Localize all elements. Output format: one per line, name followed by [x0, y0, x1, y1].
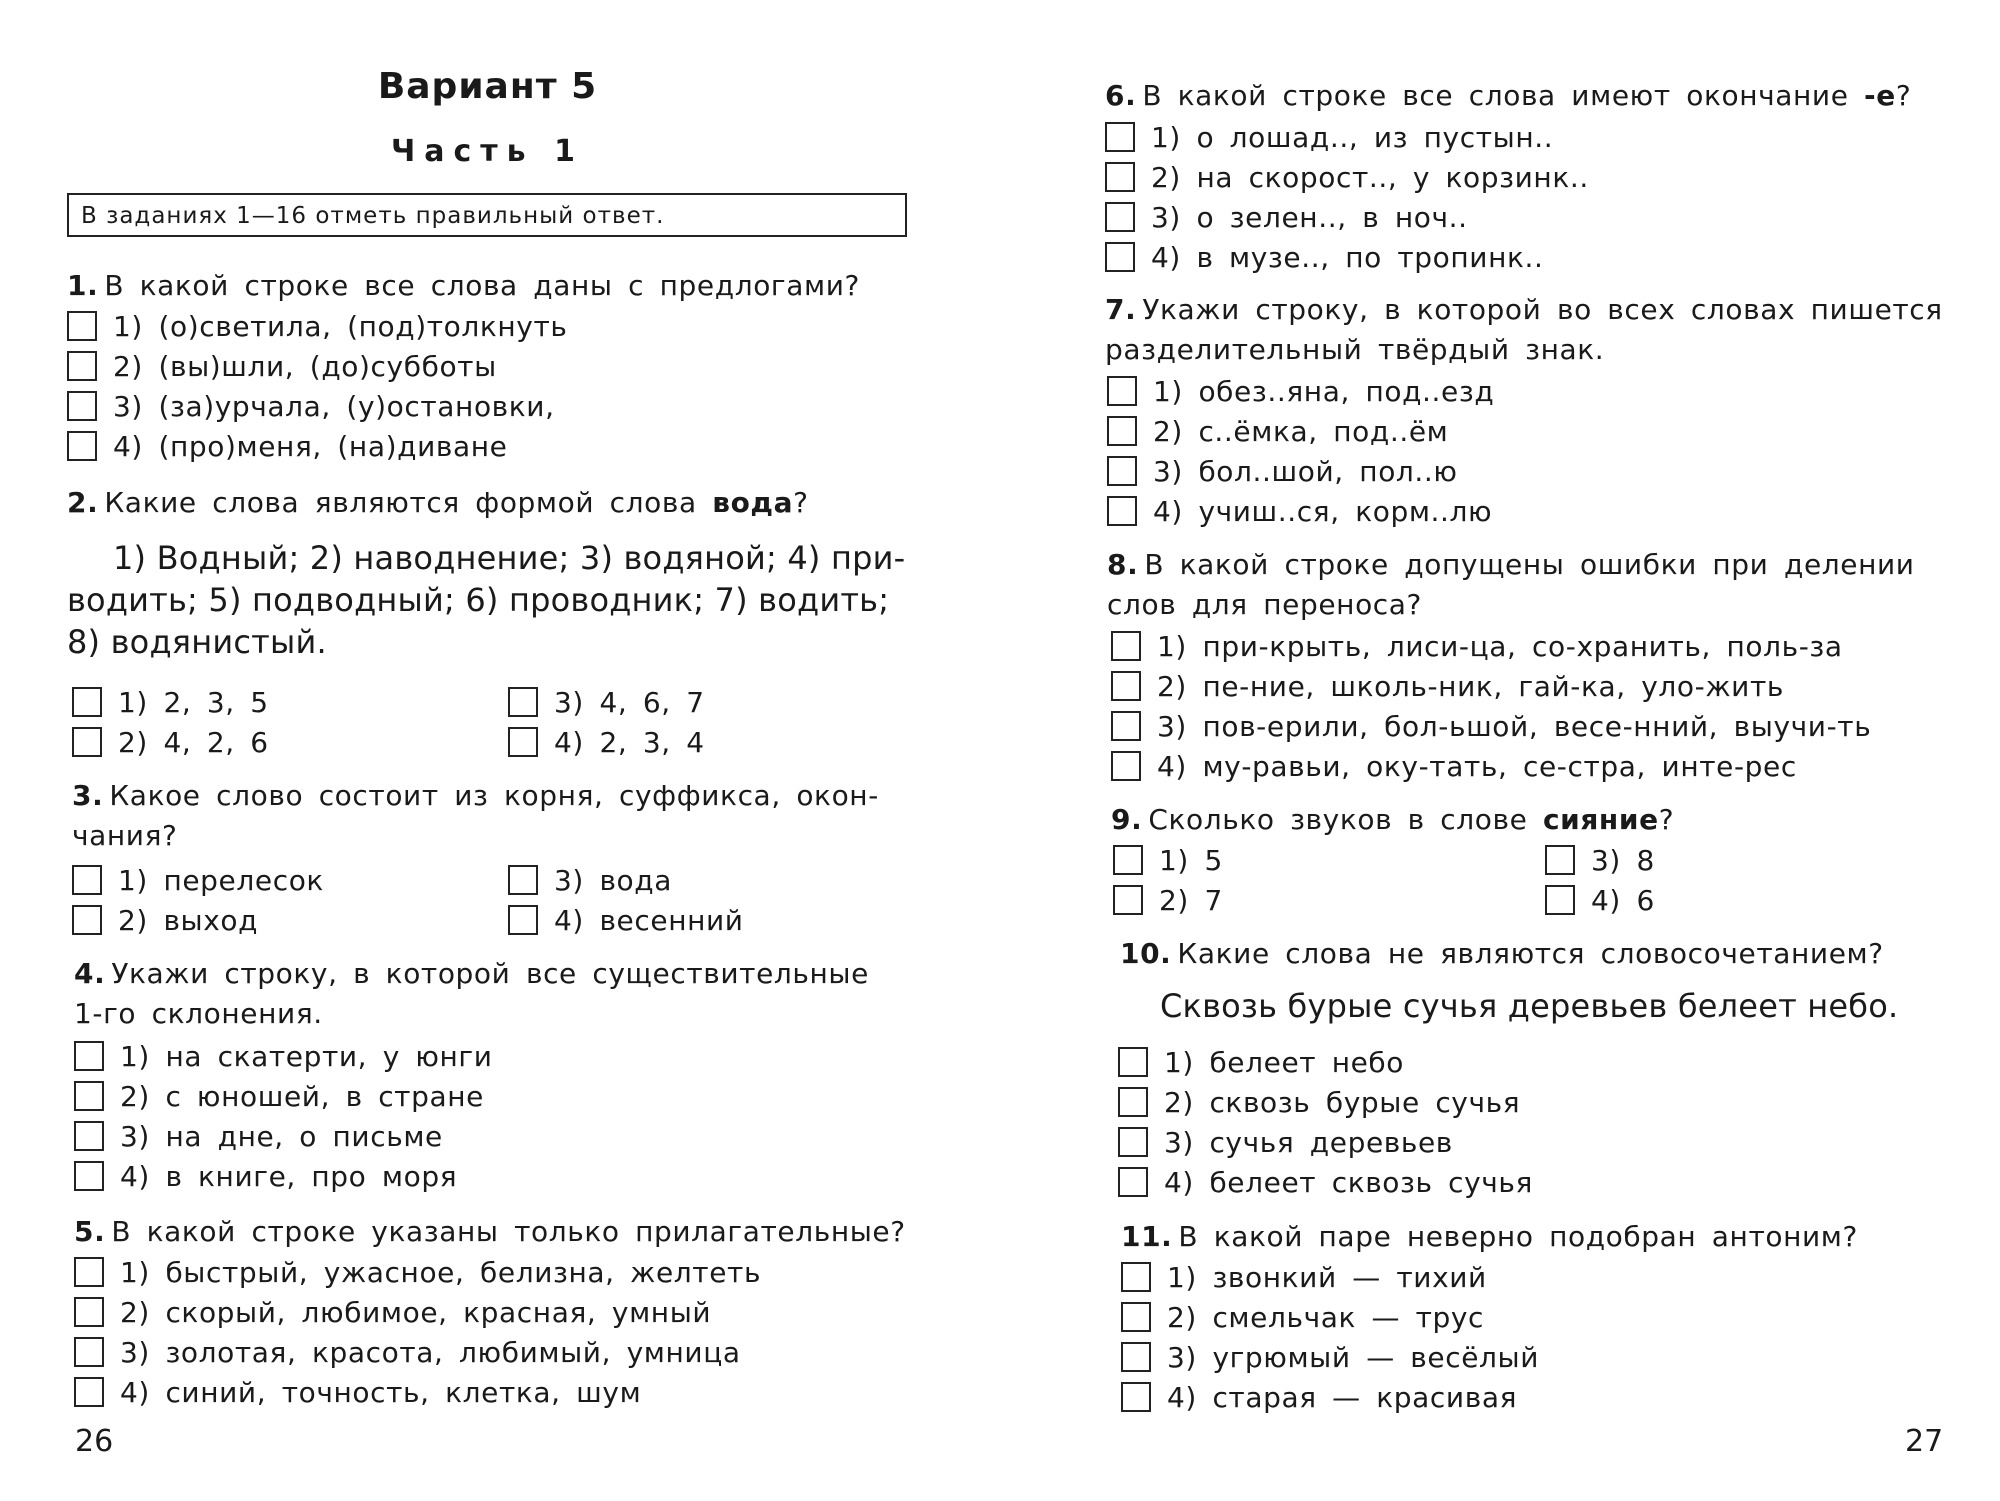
answer-checkbox[interactable]: [1545, 845, 1575, 875]
option[interactable]: 2) с..ёмка, под..ём: [1107, 411, 1494, 451]
question-number: 6.: [1105, 79, 1137, 112]
option[interactable]: 3) 4, 6, 7: [508, 682, 705, 722]
question-text: Сколько звуков в слове: [1148, 803, 1543, 836]
question-5-options: [74, 1252, 761, 1412]
option[interactable]: 4) весенний: [508, 900, 744, 940]
question-number: 5.: [74, 1215, 106, 1248]
question-3: 3. Какое слово состоит из корня, суффикса, окон- чания?: [72, 779, 879, 852]
answer-checkbox[interactable]: [1118, 1047, 1148, 1077]
answer-checkbox[interactable]: [67, 431, 97, 461]
answer-checkbox[interactable]: [1105, 202, 1135, 232]
option[interactable]: 1) на скатерти, у юнги: [74, 1036, 493, 1076]
question-text: Укажи строку, в которой все существительные: [111, 957, 869, 990]
question-1-options: [67, 306, 568, 466]
word-list: 1) Водный; 2) наводнение; 3) водяной; 4) при- водить; 5) подводный; 6) проводник; 7) водить; 8) водянистый.: [67, 539, 906, 661]
question-8-options: [1111, 626, 1871, 786]
answer-checkbox[interactable]: [67, 391, 97, 421]
page-number: 27: [1905, 1424, 1944, 1459]
answer-checkbox[interactable]: [1113, 885, 1143, 915]
answer-checkbox[interactable]: [1118, 1167, 1148, 1197]
question-11: [1121, 1217, 1858, 1257]
option[interactable]: 1) быстрый, ужасное, белизна, желтеть: [74, 1252, 761, 1292]
option[interactable]: 2) (вы)шли, (до)субботы: [67, 346, 568, 386]
answer-checkbox[interactable]: [72, 905, 102, 935]
question-2-options-col1: [72, 682, 269, 762]
key-word: вода: [712, 486, 794, 519]
answer-checkbox[interactable]: [74, 1377, 104, 1407]
answer-checkbox[interactable]: [1105, 122, 1135, 152]
example-sentence: Сквозь бурые сучья деревьев белеет небо.: [1160, 987, 1899, 1025]
question-2: 2. Какие слова являются формой слова вода?: [67, 486, 809, 519]
answer-checkbox[interactable]: [1107, 376, 1137, 406]
answer-checkbox[interactable]: [1107, 456, 1137, 486]
answer-checkbox[interactable]: [72, 687, 102, 717]
question-number: 8.: [1107, 548, 1139, 581]
question-10-options: [1118, 1042, 1533, 1202]
question-number: 7.: [1105, 293, 1137, 326]
option[interactable]: 4) старая — красивая: [1121, 1377, 1539, 1417]
question-text: В какой строке допущены ошибки при делении: [1144, 548, 1915, 581]
question-4: 4. Укажи строку, в которой все существительные 1-го склонения.: [74, 957, 869, 1030]
answer-checkbox[interactable]: [74, 1081, 104, 1111]
answer-checkbox[interactable]: [74, 1297, 104, 1327]
option[interactable]: 2) на скорост.., у корзинк..: [1105, 157, 1589, 197]
answer-checkbox[interactable]: [1107, 496, 1137, 526]
option[interactable]: 4) (про)меня, (на)диване: [67, 426, 568, 466]
answer-checkbox[interactable]: [74, 1257, 104, 1287]
option[interactable]: 2) скорый, любимое, красная, умный: [74, 1292, 761, 1332]
question-4-options: [74, 1036, 493, 1196]
option[interactable]: 2) 7: [1113, 880, 1223, 920]
question-5: [74, 1212, 906, 1252]
question-9-options-col2: [1545, 840, 1655, 920]
question-text: Какие слова не являются словосочетанием?: [1177, 937, 1884, 970]
answer-checkbox[interactable]: [74, 1337, 104, 1367]
answer-checkbox[interactable]: [74, 1161, 104, 1191]
answer-checkbox[interactable]: [1105, 162, 1135, 192]
answer-checkbox[interactable]: [67, 311, 97, 341]
option[interactable]: 1) о лошад.., из пустын..: [1105, 117, 1589, 157]
question-text: В какой строке все слова имеют окончание: [1142, 79, 1865, 112]
question-text: Какое слово состоит из корня, суффикса, окон-: [109, 779, 879, 812]
option[interactable]: 1) белеет небо: [1118, 1042, 1533, 1082]
answer-checkbox[interactable]: [72, 727, 102, 757]
option[interactable]: 4) белеет сквозь сучья: [1118, 1162, 1533, 1202]
answer-checkbox[interactable]: [1121, 1262, 1151, 1292]
option[interactable]: 1) 2, 3, 5: [72, 682, 269, 722]
option[interactable]: 3) на дне, о письме: [74, 1116, 493, 1156]
question-10: [1120, 934, 1884, 974]
answer-checkbox[interactable]: [74, 1121, 104, 1151]
answer-checkbox[interactable]: [1111, 711, 1141, 741]
answer-checkbox[interactable]: [508, 905, 538, 935]
option[interactable]: 4) 2, 3, 4: [508, 722, 705, 762]
option[interactable]: 4) в книге, про моря: [74, 1156, 493, 1196]
option[interactable]: 3) о зелен.., в ноч..: [1105, 197, 1589, 237]
answer-checkbox[interactable]: [1545, 885, 1575, 915]
question-1: [67, 266, 860, 306]
question-11-options: [1121, 1257, 1539, 1417]
question-number: 11.: [1121, 1220, 1173, 1253]
answer-checkbox[interactable]: [1113, 845, 1143, 875]
question-2-options-col2: [508, 682, 705, 762]
answer-checkbox[interactable]: [508, 727, 538, 757]
option[interactable]: 3) (за)урчала, (у)остановки,: [67, 386, 568, 426]
question-text: В какой строке указаны только прилагательные?: [111, 1215, 906, 1248]
answer-checkbox[interactable]: [1107, 416, 1137, 446]
option[interactable]: 1) (о)светила, (под)толкнуть: [67, 306, 568, 346]
key-word: сияние: [1542, 803, 1659, 836]
answer-checkbox[interactable]: [67, 351, 97, 381]
option[interactable]: 3) золотая, красота, любимый, умница: [74, 1332, 761, 1372]
answer-checkbox[interactable]: [1121, 1342, 1151, 1372]
key-ending: -е: [1864, 79, 1896, 112]
question-number: 2.: [67, 486, 99, 519]
option[interactable]: 2) с юношей, в стране: [74, 1076, 493, 1116]
question-number: 9.: [1111, 803, 1143, 836]
option[interactable]: 2) 4, 2, 6: [72, 722, 269, 762]
question-number: 10.: [1120, 937, 1172, 970]
question-8: 8. В какой строке допущены ошибки при делении слов для переноса?: [1107, 548, 1915, 621]
answer-checkbox[interactable]: [1111, 751, 1141, 781]
question-3-options-col2: [508, 860, 744, 940]
option[interactable]: 3) сучья деревьев: [1118, 1122, 1533, 1162]
question-text: Какие слова являются формой слова: [104, 486, 713, 519]
page-number: 26: [75, 1424, 114, 1459]
option[interactable]: 1) обез..яна, под..езд: [1107, 371, 1494, 411]
option[interactable]: 3) угрюмый — весёлый: [1121, 1337, 1539, 1377]
option[interactable]: 2) выход: [72, 900, 324, 940]
answer-checkbox[interactable]: [1105, 242, 1135, 272]
option[interactable]: 1) при-крыть, лиси-ца, со-хранить, поль-за: [1111, 626, 1871, 666]
option[interactable]: 1) перелесок: [72, 860, 324, 900]
question-7-options: [1107, 371, 1494, 531]
option[interactable]: 1) 5: [1113, 840, 1223, 880]
question-9: 9. Сколько звуков в слове сияние?: [1111, 803, 1675, 836]
question-6-options: [1105, 117, 1589, 277]
option[interactable]: 4) учиш..ся, корм..лю: [1107, 491, 1494, 531]
part-subtitle: Часть 1: [391, 134, 584, 169]
question-9-options-col1: [1113, 840, 1223, 920]
question-number: 1.: [67, 269, 99, 302]
option[interactable]: 3) бол..шой, пол..ю: [1107, 451, 1494, 491]
answer-checkbox[interactable]: [1121, 1302, 1151, 1332]
option[interactable]: 3) 8: [1545, 840, 1655, 880]
answer-checkbox[interactable]: [1118, 1087, 1148, 1117]
option[interactable]: 2) сквозь бурые сучья: [1118, 1082, 1533, 1122]
option[interactable]: 4) в музе.., по тропинк..: [1105, 237, 1589, 277]
answer-checkbox[interactable]: [1118, 1127, 1148, 1157]
right-page: [1000, 0, 2000, 1501]
question-text: В какой строке все слова даны с предлогами?: [104, 269, 860, 302]
question-3-options-col1: [72, 860, 324, 940]
question-number: 4.: [74, 957, 106, 990]
option[interactable]: 4) 6: [1545, 880, 1655, 920]
option[interactable]: 4) му-равьи, оку-тать, се-стра, инте-рес: [1111, 746, 1871, 786]
variant-title: Вариант 5: [377, 66, 598, 107]
answer-checkbox[interactable]: [508, 865, 538, 895]
question-text: В какой паре неверно подобран антоним?: [1178, 1220, 1858, 1253]
option[interactable]: 3) вода: [508, 860, 744, 900]
answer-checkbox[interactable]: [1121, 1382, 1151, 1412]
question-text: Укажи строку, в которой во всех словах пишется: [1142, 293, 1943, 326]
instruction-box: В заданиях 1—16 отметь правильный ответ.: [67, 193, 907, 237]
option[interactable]: 4) синий, точность, клетка, шум: [74, 1372, 761, 1412]
question-6: 6. В какой строке все слова имеют окончание -е?: [1105, 79, 1912, 112]
option[interactable]: 3) пов-ерили, бол-ьшой, весе-нний, выучи-ть: [1111, 706, 1871, 746]
option[interactable]: 2) пе-ние, школь-ник, гай-ка, уло-жить: [1111, 666, 1871, 706]
question-number: 3.: [72, 779, 104, 812]
option[interactable]: 2) смельчак — трус: [1121, 1297, 1539, 1337]
answer-checkbox[interactable]: [74, 1041, 104, 1071]
answer-checkbox[interactable]: [508, 687, 538, 717]
answer-checkbox[interactable]: [72, 865, 102, 895]
answer-checkbox[interactable]: [1111, 671, 1141, 701]
answer-checkbox[interactable]: [1111, 631, 1141, 661]
question-7: 7. Укажи строку, в которой во всех словах пишется разделительный твёрдый знак.: [1105, 293, 1943, 366]
option[interactable]: 1) звонкий — тихий: [1121, 1257, 1539, 1297]
